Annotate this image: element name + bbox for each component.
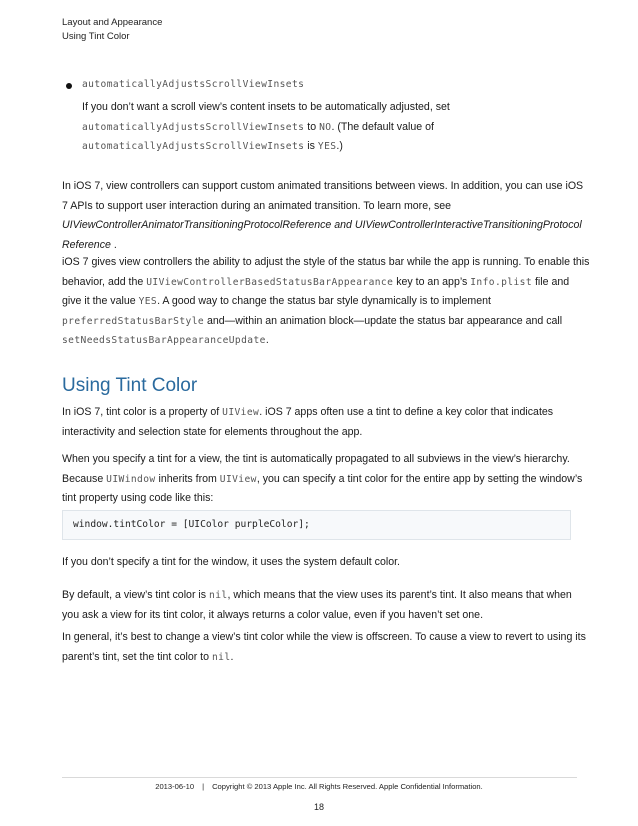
bullet-code-no: NO [319, 121, 332, 133]
para6-code1: nil [209, 590, 228, 601]
para1-text1: In iOS 7, view controllers can support custom animated transitions between views. In addition, you can use iOS 7 APIs to support user interaction during an animated transition. To learn more, see [62, 180, 584, 212]
para2-text5: and—within an animation block—update the status bar appearance and call [204, 314, 563, 327]
running-header-section: Using Tint Color [62, 31, 130, 42]
footer-date: 2013-06-10 [155, 782, 195, 791]
para2-text4: . A good way to change the status bar style dynamically is to implement [157, 295, 491, 307]
para3-text1: In iOS 7, tint color is a property of [62, 406, 223, 418]
bullet-text-b1: to [304, 120, 320, 133]
paragraph-transitions [62, 177, 590, 255]
page-number: 18 [313, 802, 324, 812]
para2-code5: setNeedsStatusBarAppearanceUpdate [62, 335, 266, 346]
para3-code1: UIView [222, 407, 260, 418]
bullet-text-c1: is [304, 140, 318, 152]
para3-text2: . iOS 7 apps often use a tint to define a key color that indicates interactivity and selection state for elements throughout the app. [62, 406, 554, 438]
paragraph-tint-intro [62, 403, 590, 442]
bullet-code-c: automaticallyAdjustsScrollViewInsets [82, 141, 305, 152]
bullet-text-b2: . (The default value of [331, 120, 434, 133]
para2-code1: UIViewControllerBasedStatusBarAppearance [146, 276, 394, 288]
para6-text2: , which means that the view uses its parent’s tint. It also means that when you ask a view for its tint color, it always returns a color value, even if you haven’t set one. [62, 589, 572, 621]
bullet-term: automaticallyAdjustsScrollViewInsets [82, 79, 305, 90]
para1-and: and [331, 219, 355, 231]
para1-text3: . [110, 238, 117, 251]
para2-text3: file and give it the value [62, 275, 570, 307]
paragraph-nil-tint [62, 586, 590, 625]
para2-code2: Info.plist [470, 276, 533, 288]
para7-text2: . [230, 650, 234, 663]
para4-code1: UIWindow [106, 473, 156, 485]
para4-text2: inherits from [155, 472, 220, 485]
para4-text3: , you can specify a tint color for the entire app by setting the window’s tint property using code like this: [62, 472, 583, 504]
para7-code1: nil [211, 651, 231, 663]
bullet-text-a: If you don’t want a scroll view’s content insets to be automatically adjusted, set [82, 101, 450, 113]
para4-text1: When you specify a tint for a view, the tint is automatically propagated to all subviews in the view’s hierarchy. Because [62, 453, 570, 485]
footer-copyright: Copyright © 2013 Apple Inc. All Rights Reserved. Apple Confidential Information. [212, 782, 483, 791]
bullet-code-yes: YES [317, 141, 337, 152]
bullet-code-b: automaticallyAdjustsScrollViewInsets [82, 121, 305, 133]
para1-ref-interactive[interactable]: UIViewControllerInteractiveTransitioningProtocol Reference [62, 219, 582, 251]
bullet-text-c2: .) [336, 140, 343, 152]
para7-text1: In general, it’s best to change a view’s tint color while the view is offscreen. To cause a view to revert to using its parent’s tint, set the tint color to [62, 631, 586, 663]
para2-text2: key to an app’s [393, 275, 471, 288]
code-sample: window.tintColor = [UIColor purpleColor]; [62, 510, 571, 540]
para2-text1: iOS 7 gives view controllers the ability to adjust the style of the status bar while the app is running. To enable this behavior, add the [62, 256, 590, 288]
footer-separator: | [202, 782, 205, 791]
para1-ref-animator[interactable]: UIViewControllerAnimatorTransitioningProtocolReference [62, 219, 332, 231]
para2-code3: YES [138, 296, 158, 307]
para2-code4: preferredStatusBarStyle [62, 315, 205, 327]
running-header-chapter: Layout and Appearance [62, 17, 163, 28]
paragraph-status-bar [62, 253, 590, 351]
paragraph-offscreen-tint [62, 628, 590, 667]
paragraph-default-tint: If you don’t specify a tint for the window, it uses the system default color. [62, 556, 400, 568]
footer [0, 782, 638, 791]
para6-text1: By default, a view’s tint color is [62, 589, 210, 601]
footer-divider [62, 777, 577, 778]
bullet-icon [66, 83, 72, 89]
para4-code2: UIView [219, 473, 257, 485]
bullet-description [82, 98, 590, 157]
section-heading: Using Tint Color [62, 375, 198, 396]
para2-text6: . [265, 334, 269, 346]
paragraph-tint-propagation [62, 450, 590, 509]
